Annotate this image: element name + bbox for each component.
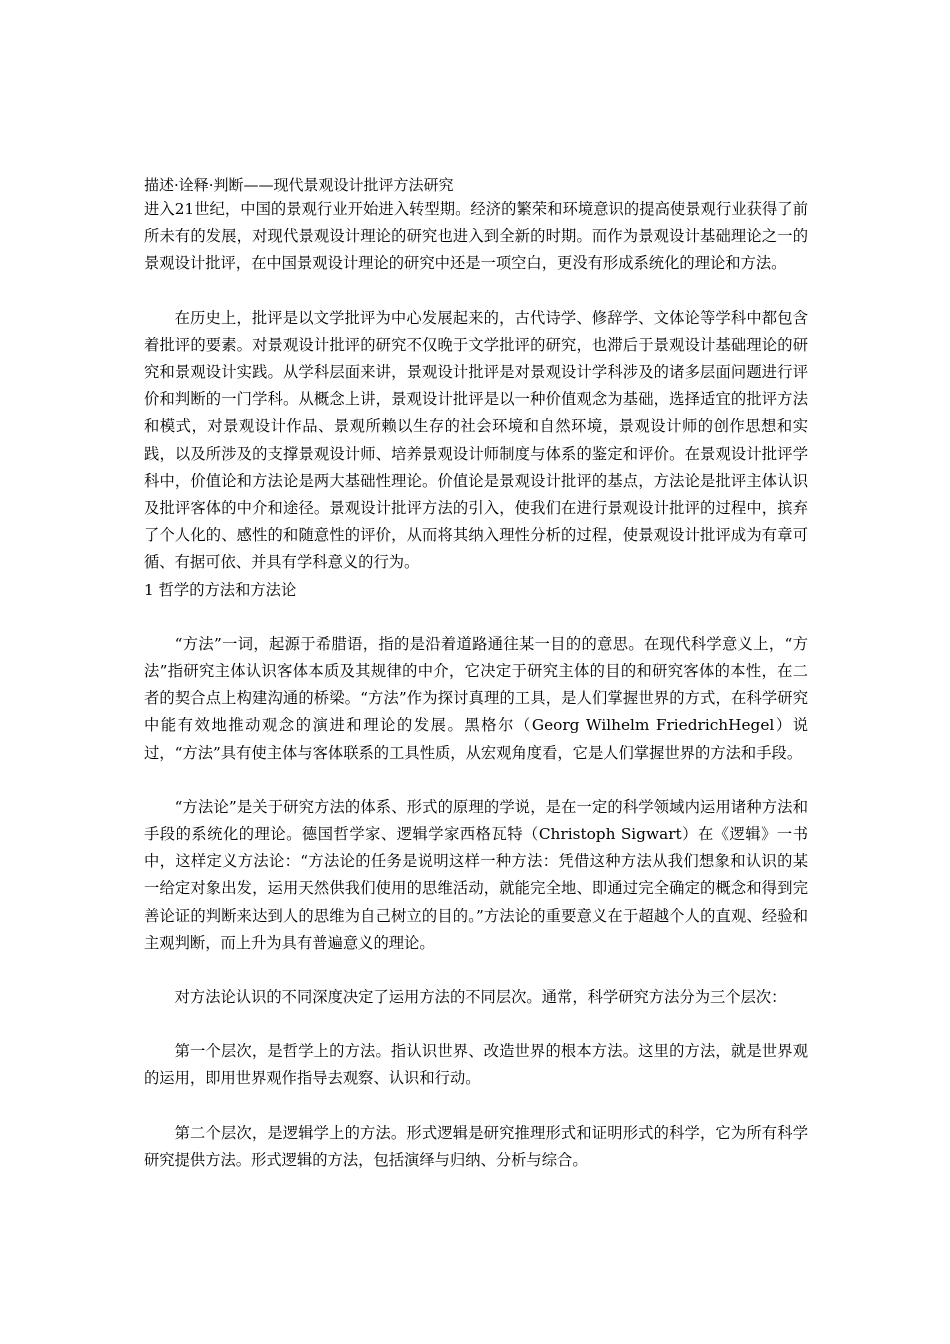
paragraph-method: “方法”一词，起源于希腊语，指的是沿着道路通往某一目的的意思。在现代科学意义上，“方法”指研究主体认识客体本质及其规律的中介，它决定于研究主体的目的和研究客体的本性，在二者的契合点上构建沟通的桥梁。“方法”作为探讨真理的工具，是人们掌握世界的方式，在科学研究中能有效地推动观念的演进和理论的发展。黑格尔（Georg Wilhelm FriedrichHegel）说过，“方法”具有使主体与客体联系的工具性质，从宏观角度看，它是人们掌握世界的方法和手段。 xyxy=(144,634,808,762)
paragraph-intro: 进入21世纪，中国的景观行业开始进入转型期。经济的繁荣和环境意识的提高使景观行业获得了前所未有的发展，对现代景观设计理论的研究也进入到全新的时期。而作为景观设计基础理论之一的景观设计批评，在中国景观设计理论的研究中还是一项空白，更没有形成系统化的理论和方法。 xyxy=(144,200,808,273)
paragraph-level-one: 第一个层次，是哲学上的方法。指认识世界、改造世界的根本方法。这里的方法，就是世界观的运用，即用世界观作指导去观察、认识和行动。 xyxy=(144,1042,808,1088)
paragraph-levels: 对方法论认识的不同深度决定了运用方法的不同层次。通常，科学研究方法分为三个层次： xyxy=(174,988,787,1007)
paragraph-methodology: “方法论”是关于研究方法的体系、形式的原理的学说，是在一定的科学领域内运用诸种方法和手段的系统化的理论。德国哲学家、逻辑学家西格瓦特（Christoph Sigwart）在《逻辑》一书中，这样定义方法论：“方法论的任务是说明这样一种方法：凭借这种方法从我们想象和认识的某一给定对象出发，运用天然供我们使用的思维活动，就能完全地、即通过完全确定的概念和得到完善论证的判断来达到人的思维为自己树立的目的。”方法论的重要意义在于超越个人的直观、经验和主观判断，而上升为具有普遍意义的理论。 xyxy=(144,797,808,952)
paragraph-level-two: 第二个层次，是逻辑学上的方法。形式逻辑是研究推理形式和证明形式的科学，它为所有科学研究提供方法。形式逻辑的方法，包括演绎与归纳、分析与综合。 xyxy=(144,1123,808,1169)
document-page xyxy=(144,174,808,1174)
document-title: 描述·诠释·判断——现代景观设计批评方法研究 xyxy=(144,176,454,194)
section-heading: 1 哲学的方法和方法论 xyxy=(144,580,297,599)
paragraph-history: 在历史上，批评是以文学批评为中心发展起来的，古代诗学、修辞学、文体论等学科中都包含着批评的要素。对景观设计批评的研究不仅晚于文学批评的研究，也滞后于景观设计基础理论的研究和景观设计实践。从学科层面来讲，景观设计批评是对景观设计学科涉及的诸多层面问题进行评价和判断的一门学科。从概念上讲，景观设计批评是以一种价值观念为基础，选择适宜的批评方法和模式，对景观设计作品、景观所赖以生存的社会环境和自然环境，景观设计师的创作思想和实践，以及所涉及的支撑景观设计师、培养景观设计师制度与体系的鉴定和评价。在景观设计批评学科中，价值论和方法论是两大基础性理论。价值论是景观设计批评的基点，方法论是批评主体认识及批评客体的中介和途径。景观设计批评方法的引入，使我们在进行景观设计批评的过程中，摈弃了个人化的、感性的和随意性的评价，从而将其纳入理性分析的过程，使景观设计批评成为有章可循、有据可依、并具有学科意义的行为。 xyxy=(144,308,808,572)
